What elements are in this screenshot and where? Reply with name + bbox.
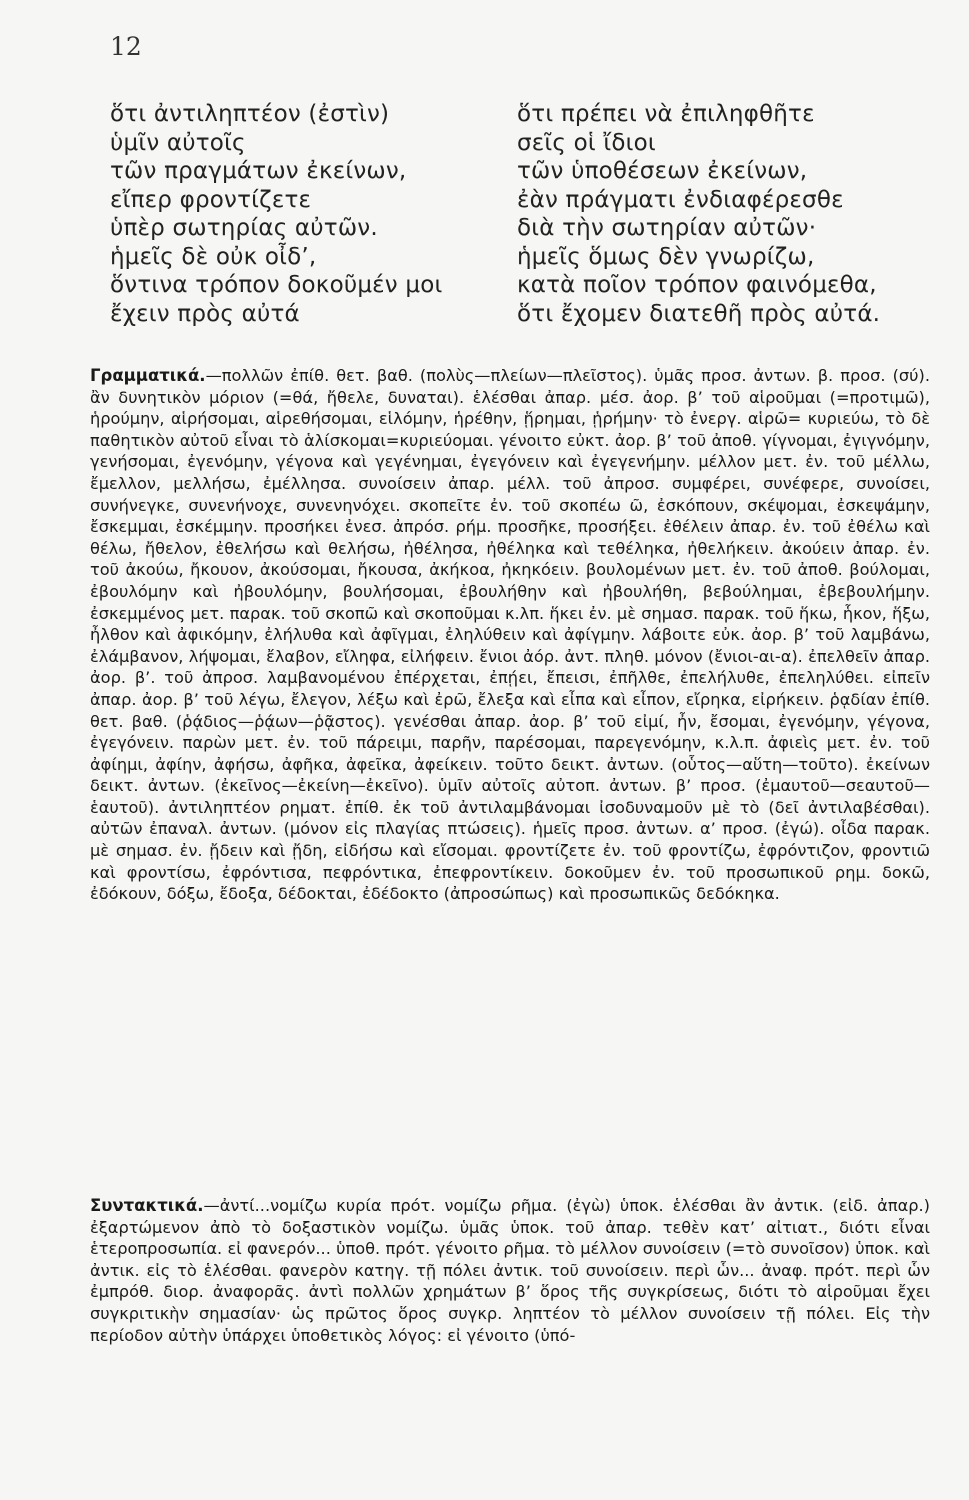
ancient-text-column [110,100,490,328]
translation-line: τῶν ὑποθέσεων ἐκείνων, [517,158,808,184]
syntax-notes [90,1195,930,1346]
translation-line: ὅτι ἔχομεν διατεθῆ πρὸς αὐτά. [517,300,881,327]
ancient-line: ὅτι ἀντιληπτέον (ἐστὶν) [110,101,390,127]
ancient-line: ἡμεῖς δὲ οὐκ οἶδ’, [110,243,317,270]
modern-translation-column [517,100,937,328]
ancient-line: ὅντινα τρόπον δοκοῦμέν μοι [110,272,443,298]
ancient-line: εἴπερ φροντίζετε [110,186,312,213]
translation-line: ἡμεῖς ὅμως δὲν γνωρίζω, [517,243,815,270]
translation-line: ἐὰν πράγματι ἐνδιαφέρεσθε [517,186,844,213]
grammar-heading: Γραμματικά. [90,366,206,385]
grammar-text: —πολλῶν ἐπίθ. θετ. βαθ. (πολὺς—πλείων—πλεῖστος). ὑμᾶς προσ. ἀντων. β. προσ. (σύ). ἂν δυνητικὸν μόριον (=θά, ἤθελε, δυναται). ἑλέσθαι ἀπαρ. μέσ. ἀορ. β’ τοῦ αἱροῦμαι (=προτιμῶ), ἡρούμην, αἱρήσομαι, αἱρεθήσομαι, εἱλόμην, ἡρέθην, ᾕρημαι, ᾑρήμην· τὸ ἐνεργ. αἱρῶ= κυριεύω, τὸ δὲ παθητικὸν αὐτοῦ εἶναι τὸ ἁλίσκομαι=κυριεύομαι. γένοιτο εὐκτ. ἀορ. β’ τοῦ ἀποθ. γίγνομαι, ἐγιγνόμην, γενήσομαι, ἐγενόμην, γέγονα καὶ γεγένημαι, ἐγεγόνειν καὶ ἐγεγενήμην. μέλλον μετ. ἐν. τοῦ μέλλω, ἔμελλον, μελλήσω, ἐμέλλησα. συνοίσειν ἀπαρ. μέλλ. τοῦ ἀπροσ. συμφέρει, συνέφερε, συνοίσει, συνήνεγκε, συνενήνοχε, συνενηνόχει. σκοπεῖτε ἐν. τοῦ σκοπέω ῶ, ἐσκόπουν, σκέψομαι, ἐσκεψάμην, ἔσκεμμαι, ἐσκέμμην. προσήκει ἐνεσ. ἀπρόσ. ρήμ. προσῆκε, προσήξει. ἐθέλειν ἀπαρ. ἐν. τοῦ ἐθέλω καὶ θέλω, ἤθελον, ἐθελήσω καὶ θελήσω, ἠθέλησα, ἠθέληκα καὶ τεθέληκα, ἠθελήκειν. ἀκούειν ἀπαρ. ἐν. τοῦ ἀκούω, ἤκουον, ἀκούσομαι, ἤκουσα, ἀκήκοα, ἠκηκόειν. βουλομένων μετ. ἐν. τοῦ ἀποθ. βούλομαι, ἐβουλόμην καὶ ἠβουλόμην, βουλήσομαι, ἐβουλήθην καὶ ἠβουλήθη, βεβούλημαι, ἐβεβουλήμην. ἐσκεμμένος μετ. παρακ. τοῦ σκοπῶ καὶ σκοποῦμαι κ.λπ. ἥκει ἐν. μὲ σημασ. παρακ. τοῦ ἥκω, ἧκον, ἥξω, ἦλθον καὶ ἀφικόμην, ἐλήλυθα καὶ ἀφῖγμαι, ἐληλύθειν καὶ ἀφίγμην. λάβοιτε εὐκ. ἀορ. β’ τοῦ λαμβάνω, ἐλάμβανον, λήψομαι, ἔλαβον, εἴληφα, εἰλήφειν. ἔνιοι ἀόρ. ἀντ. πληθ. μόνον (ἔνιοι-αι-α). ἐπελθεῖν ἀπαρ. ἀορ. β’. τοῦ ἀπροσ. λαμβανομένου ἐπέρχεται, ἐπῄει, ἔπεισι, ἐπῆλθε, ἐπελήλυθε, ἐπεληλύθει. εἰπεῖν ἀπαρ. ἀορ. β’ τοῦ λέγω, ἔλεγον, λέξω καὶ ἐρῶ, ἔλεξα καὶ εἶπα καὶ εἶπον, εἴρηκα, εἰρήκειν. ῥᾳδίαν ἐπίθ. θετ. βαθ. (ῥᾴδιος—ῥᾴων—ῥᾷστος). γενέσθαι ἀπαρ. ἀορ. β’ τοῦ εἰμί, ἦν, ἔσομαι, ἐγενόμην, γέγονα, ἐγεγόνειν. παρὼν μετ. ἐν. τοῦ πάρειμι, παρῆν, παρέσομαι, παρεγενόμην, κ.λ.π. ἀφιεὶς μετ. ἐν. τοῦ ἀφίημι, ἀφίην, ἀφήσω, ἀφῆκα, ἀφεῖκα, ἀφείκειν. τοῦτο δεικτ. ἀντων. (οὗτος—αὕτη—τοῦτο). ἐκείνων δεικτ. ἀντων. (ἐκεῖνος—ἐκείνη—ἐκεῖνο). ὑμῖν αὐτοῖς αὐτοπ. ἀντων. β’ προσ. (ἐμαυτοῦ—σεαυτοῦ—ἑαυτοῦ). ἀντιληπτέον ρηματ. ἐπίθ. ἐκ τοῦ ἀντιλαμβάνομαι ἰσοδυναμοῦν μὲ τὸ (δεῖ ἀντιλαβέσθαι). αὐτῶν ἐπαναλ. ἀντων. (μόνον εἰς πλαγίας πτώσεις). ἡμεῖς προσ. ἀντων. α’ προσ. (ἐγώ). οἶδα παρακ. μὲ σημασ. ἐν. ᾔδειν καὶ ᾔδη, εἰδήσω καὶ εἴσομαι. φροντίζετε ἐν. τοῦ φροντίζω, ἐφρόντιζον, φροντιῶ καὶ φροντίσω, ἐφρόντισα, πεφρόντικα, ἐπεφροντίκειν. δοκοῦμεν ἐν. τοῦ προσωπικοῦ ρημ. δοκῶ, ἐδόκουν, δόξω, ἔδοξα, δέδοκται, ἐδέδοκτο (ἀπροσώπως) καὶ προσωπικῶς δεδόκηκα. [90,366,930,904]
ancient-line: ἔχειν πρὸς αὐτά [110,300,300,327]
ancient-line: ὑπὲρ σωτηρίας αὐτῶν. [110,215,378,241]
page-number: 12 [110,32,142,61]
translation-line: σεῖς οἱ ἴδιοι [517,129,656,156]
syntax-text: —ἀντί...νομίζω κυρία πρότ. νομίζω ρῆμα. (ἐγὼ) ὑποκ. ἑλέσθαι ἂν ἀντικ. (εἰδ. ἀπαρ.) ἐξαρτώμενον ἀπὸ τὸ δοξαστικὸν νομίζω. ὑμᾶς ὑποκ. τοῦ ἀπαρ. τεθὲν κατ’ αἰτιατ., διότι εἶναι ἑτεροπροσωπία. εἰ φανερόν... ὑποθ. πρότ. γένοιτο ρῆμα. τὸ μέλλον συνοίσειν (=τὸ συνοῖσον) ὑποκ. καὶ ἀντικ. εἰς τὸ ἑλέσθαι. φανερὸν κατηγ. τῇ πόλει ἀντικ. τοῦ συνοίσειν. περὶ ὧν... ἀναφ. πρότ. περὶ ὧν ἐμπρόθ. διορ. ἀναφορᾶς. ἀντὶ πολλῶν χρημάτων β’ ὅρος τῆς συγκρίσεως, διότι τὸ αἱροῦμαι ἔχει συγκριτικὴν σημασίαν· ὡς πρῶτος ὅρος συγκρ. ληπτέον τὸ μέλλον συνοίσειν τῇ πόλει. Εἰς τὴν περίοδον αὐτὴν ὑπάρχει ὑποθετικὸς λόγος: εἰ γένοιτο (ὑπό- [90,1196,930,1345]
translation-line: κατὰ ποῖον τρόπον φαινόμεθα, [517,272,877,298]
translation-line: ὅτι πρέπει νὰ ἐπιληφθῆτε [517,101,815,127]
ancient-line: τῶν πραγμάτων ἐκείνων, [110,158,407,184]
grammar-notes [90,365,930,905]
syntax-heading: Συντακτικά. [90,1196,204,1215]
translation-line: διὰ τὴν σωτηρίαν αὐτῶν· [517,215,817,241]
ancient-line: ὑμῖν αὐτοῖς [110,129,246,156]
